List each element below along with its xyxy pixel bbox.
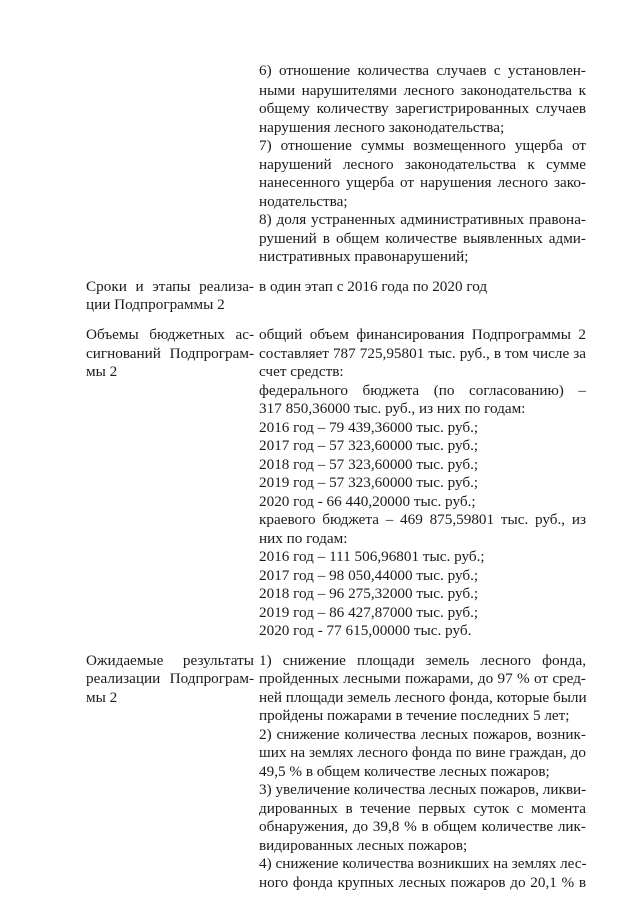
budget-year-line: 2017 год – 98 050,44000 тыс. руб.; [259,567,479,584]
row-label: Ожидаемые результаты [86,652,254,669]
intro-line: ными нарушителями лесного законодательства к [259,82,586,99]
result-line: ших на землях лесного фонда по вине граждан, до [259,744,586,761]
result-line: 3) увеличение количества лесных пожаров, ликви- [259,781,587,798]
intro-line: 7) отношение суммы возмещенного ущерба от [259,137,586,154]
intro-line: нанесенного ущерба от нарушения лесного зако- [259,174,586,191]
budget-year-line: 2018 год – 96 275,32000 тыс. руб.; [259,585,479,602]
intro-line: общему количеству зарегистрированных случаев [259,100,586,117]
intro-line: 8) доля устраненных административных правона- [259,211,586,228]
result-line: 1) снижение площади земель лесного фонда, [259,652,586,669]
row-label: Сроки и этапы реализа- [86,278,254,295]
result-line: ней площади земель лесного фонда, которые были [259,689,587,706]
result-line: пройденных лесными пожарами, до 97 % от сред- [259,670,586,687]
row-label: мы 2 [86,689,118,706]
intro-line: 6) отношение количества случаев с установлен- [259,62,586,79]
row-value: в один этап с 2016 года по 2020 год [259,278,488,295]
row-value: общий объем финансирования Подпрограммы 2 [259,326,586,343]
intro-line: нистративных правонарушений; [259,248,469,265]
row-label: мы 2 [86,363,118,380]
row-value: 317 850,36000 тыс. руб., из них по годам: [259,400,526,417]
intro-line: нарушений лесного законодательства к сумме [259,156,586,173]
row-value: счет средств: [259,363,344,380]
row-value: них по годам: [259,530,348,547]
budget-year-line: 2016 год – 79 439,36000 тыс. руб.; [259,419,479,436]
result-line: обнаружения, до 39,8 % в общем количестве лик- [259,818,586,835]
budget-year-line: 2020 год - 66 440,20000 тыс. руб.; [259,493,476,510]
result-line: пройдены пожарами в течение последних 5 лет; [259,707,570,724]
result-line: ного фонда крупных лесных пожаров до 20,1 % в [259,874,586,891]
row-label: реализации Подпрограм- [86,670,254,687]
row-value: краевого бюджета – 469 875,59801 тыс. руб., из [259,511,586,528]
intro-line: нодательства; [259,193,348,210]
budget-year-line: 2019 год – 57 323,60000 тыс. руб.; [259,474,479,491]
intro-line: рушений в общем количестве выявленных адми- [259,230,586,247]
row-value: составляет 787 725,95801 тыс. руб., в том числе за [259,345,586,362]
row-value: федерального бюджета (по согласованию) – [259,382,586,399]
row-label: сигнований Подпрограм- [86,345,254,362]
budget-year-line: 2016 год – 111 506,96801 тыс. руб.; [259,548,485,565]
result-line: 2) снижение количества лесных пожаров, возник- [259,726,586,743]
budget-year-line: 2019 год – 86 427,87000 тыс. руб.; [259,604,479,621]
row-label: Объемы бюджетных ас- [86,326,254,343]
result-line: 4) снижение количества возникших на землях лес- [259,855,587,872]
result-line: видированных лесных пожаров; [259,837,468,854]
budget-year-line: 2018 год – 57 323,60000 тыс. руб.; [259,456,479,473]
result-line: 49,5 % в общем количестве лесных пожаров; [259,763,550,780]
intro-line: нарушения лесного законодательства; [259,119,505,136]
budget-year-line: 2020 год - 77 615,00000 тыс. руб. [259,622,472,639]
row-label: ции Подпрограммы 2 [86,296,225,313]
budget-year-line: 2017 год – 57 323,60000 тыс. руб.; [259,437,479,454]
result-line: дированных в течение первых суток с момента [259,800,586,817]
